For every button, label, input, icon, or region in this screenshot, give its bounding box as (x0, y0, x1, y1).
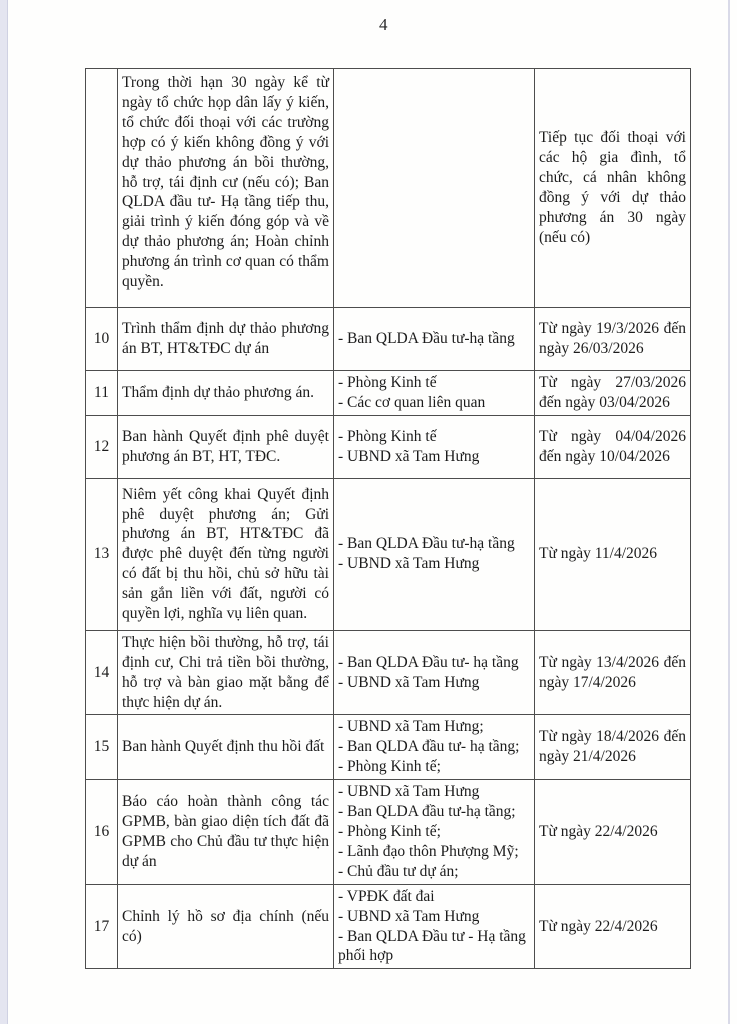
timeline-cell: Từ ngày 27/03/2026 đến ngày 03/04/2026 (535, 371, 691, 416)
table-row (86, 780, 691, 885)
table-row (86, 630, 691, 715)
table-row (86, 308, 691, 371)
responsible-line: - Phòng Kinh tế; (338, 758, 441, 776)
responsible-line: - Phòng Kinh tế (338, 427, 437, 445)
responsible-cell (334, 884, 535, 969)
task-cell: Thực hiện bồi thường, hỗ trợ, tái định cư, Chi trả tiền bồi thường, hỗ trợ và bàn giao mặt bằng để thực hiện dự án. (118, 630, 334, 715)
row-number-cell: 10 (86, 308, 118, 371)
responsible-line: - Ban QLDA Đầu tư - Hạ tầng phối hợp (338, 927, 526, 965)
row-number-cell (86, 69, 118, 308)
responsible-cell (334, 371, 535, 416)
row-number-cell: 16 (86, 780, 118, 885)
table-row (86, 715, 691, 780)
timeline-cell: Từ ngày 19/3/2026 đến ngày 26/03/2026 (535, 308, 691, 371)
responsible-line: - UBND xã Tam Hưng (338, 555, 480, 573)
responsible-line: - Ban QLDA đầu tư- hạ tầng; (338, 738, 520, 756)
row-number-cell: 13 (86, 478, 118, 630)
schedule-table (85, 68, 691, 969)
scan-edge-right (728, 0, 730, 1024)
row-number-cell: 12 (86, 415, 118, 478)
row-number-cell: 14 (86, 630, 118, 715)
responsible-line: - Chủ đầu tư dự án; (338, 862, 459, 880)
responsible-line: - UBND xã Tam Hưng; (338, 718, 484, 736)
responsible-line: - VPĐK đất đai (338, 887, 435, 905)
responsible-line: - Ban QLDA Đầu tư- hạ tầng (338, 653, 519, 671)
timeline-cell: Từ ngày 22/4/2026 (535, 780, 691, 885)
table-row (86, 415, 691, 478)
responsible-cell (334, 478, 535, 630)
responsible-line: - UBND xã Tam Hưng (338, 447, 480, 465)
timeline-cell: Từ ngày 04/04/2026 đến ngày 10/04/2026 (535, 415, 691, 478)
responsible-line: - Ban QLDA Đầu tư-hạ tầng (338, 330, 515, 348)
scan-edge-left (0, 0, 8, 1024)
task-cell: Ban hành Quyết định phê duyệt phương án BT, HT, TĐC. (118, 415, 334, 478)
responsible-line: - UBND xã Tam Hưng (338, 673, 480, 691)
task-cell: Trình thẩm định dự thảo phương án BT, HT&TĐC dự án (118, 308, 334, 371)
row-number-cell: 17 (86, 884, 118, 969)
table-row (86, 884, 691, 969)
task-cell: Báo cáo hoàn thành công tác GPMB, bàn giao diện tích đất đã GPMB cho Chủ đầu tư thực hiện dự án (118, 780, 334, 885)
schedule-table-body (86, 69, 691, 969)
responsible-cell (334, 780, 535, 885)
task-cell: Niêm yết công khai Quyết định phê duyệt phương án; Gửi phương án BT, HT&TĐC đã được phê duyệt đến từng người có đất bị thu hồi, chủ sở hữu tài sản gắn liền với đất, người có quyền lợi, nghĩa vụ liên quan. (118, 478, 334, 630)
responsible-line: - Ban QLDA Đầu tư-hạ tầng (338, 535, 515, 553)
responsible-cell (334, 415, 535, 478)
responsible-line: - UBND xã Tam Hưng (338, 783, 480, 801)
timeline-cell: Từ ngày 22/4/2026 (535, 884, 691, 969)
responsible-cell (334, 715, 535, 780)
table-row (86, 478, 691, 630)
row-number-cell: 15 (86, 715, 118, 780)
responsible-line: - Lãnh đạo thôn Phượng Mỹ; (338, 842, 519, 860)
row-number-cell: 11 (86, 371, 118, 416)
responsible-line: - Phòng Kinh tế; (338, 822, 441, 840)
timeline-cell: Tiếp tục đối thoại với các hộ gia đình, tổ chức, cá nhân không đồng ý với dự thảo phương án 30 ngày (nếu có) (535, 69, 691, 308)
task-cell: Ban hành Quyết định thu hồi đất (118, 715, 334, 780)
table-row (86, 371, 691, 416)
responsible-cell (334, 69, 535, 308)
timeline-cell: Từ ngày 11/4/2026 (535, 478, 691, 630)
responsible-line: - Các cơ quan liên quan (338, 393, 486, 411)
timeline-cell: Từ ngày 13/4/2026 đến ngày 17/4/2026 (535, 630, 691, 715)
task-cell: Chỉnh lý hồ sơ địa chính (nếu có) (118, 884, 334, 969)
timeline-cell: Từ ngày 18/4/2026 đến ngày 21/4/2026 (535, 715, 691, 780)
page-number: 4 (379, 15, 388, 34)
responsible-line: - UBND xã Tam Hưng (338, 907, 480, 925)
responsible-line: - Ban QLDA đầu tư-hạ tầng; (338, 803, 516, 821)
table-row (86, 69, 691, 308)
responsible-cell (334, 630, 535, 715)
responsible-cell (334, 308, 535, 371)
task-cell: Thẩm định dự thảo phương án. (118, 371, 334, 416)
responsible-line: - Phòng Kinh tế (338, 374, 437, 391)
task-cell: Trong thời hạn 30 ngày kể từ ngày tổ chức họp dân lấy ý kiến, tổ chức đối thoại với các trường hợp có ý kiến không đồng ý với dự thảo phương án bồi thường, hỗ trợ, tái định cư (nếu có); Ban QLDA đầu tư- Hạ tầng tiếp thu, giải trình ý kiến đóng góp và về dự thảo phương án; Hoàn chỉnh phương án trình cơ quan có thẩm quyền. (118, 69, 334, 308)
